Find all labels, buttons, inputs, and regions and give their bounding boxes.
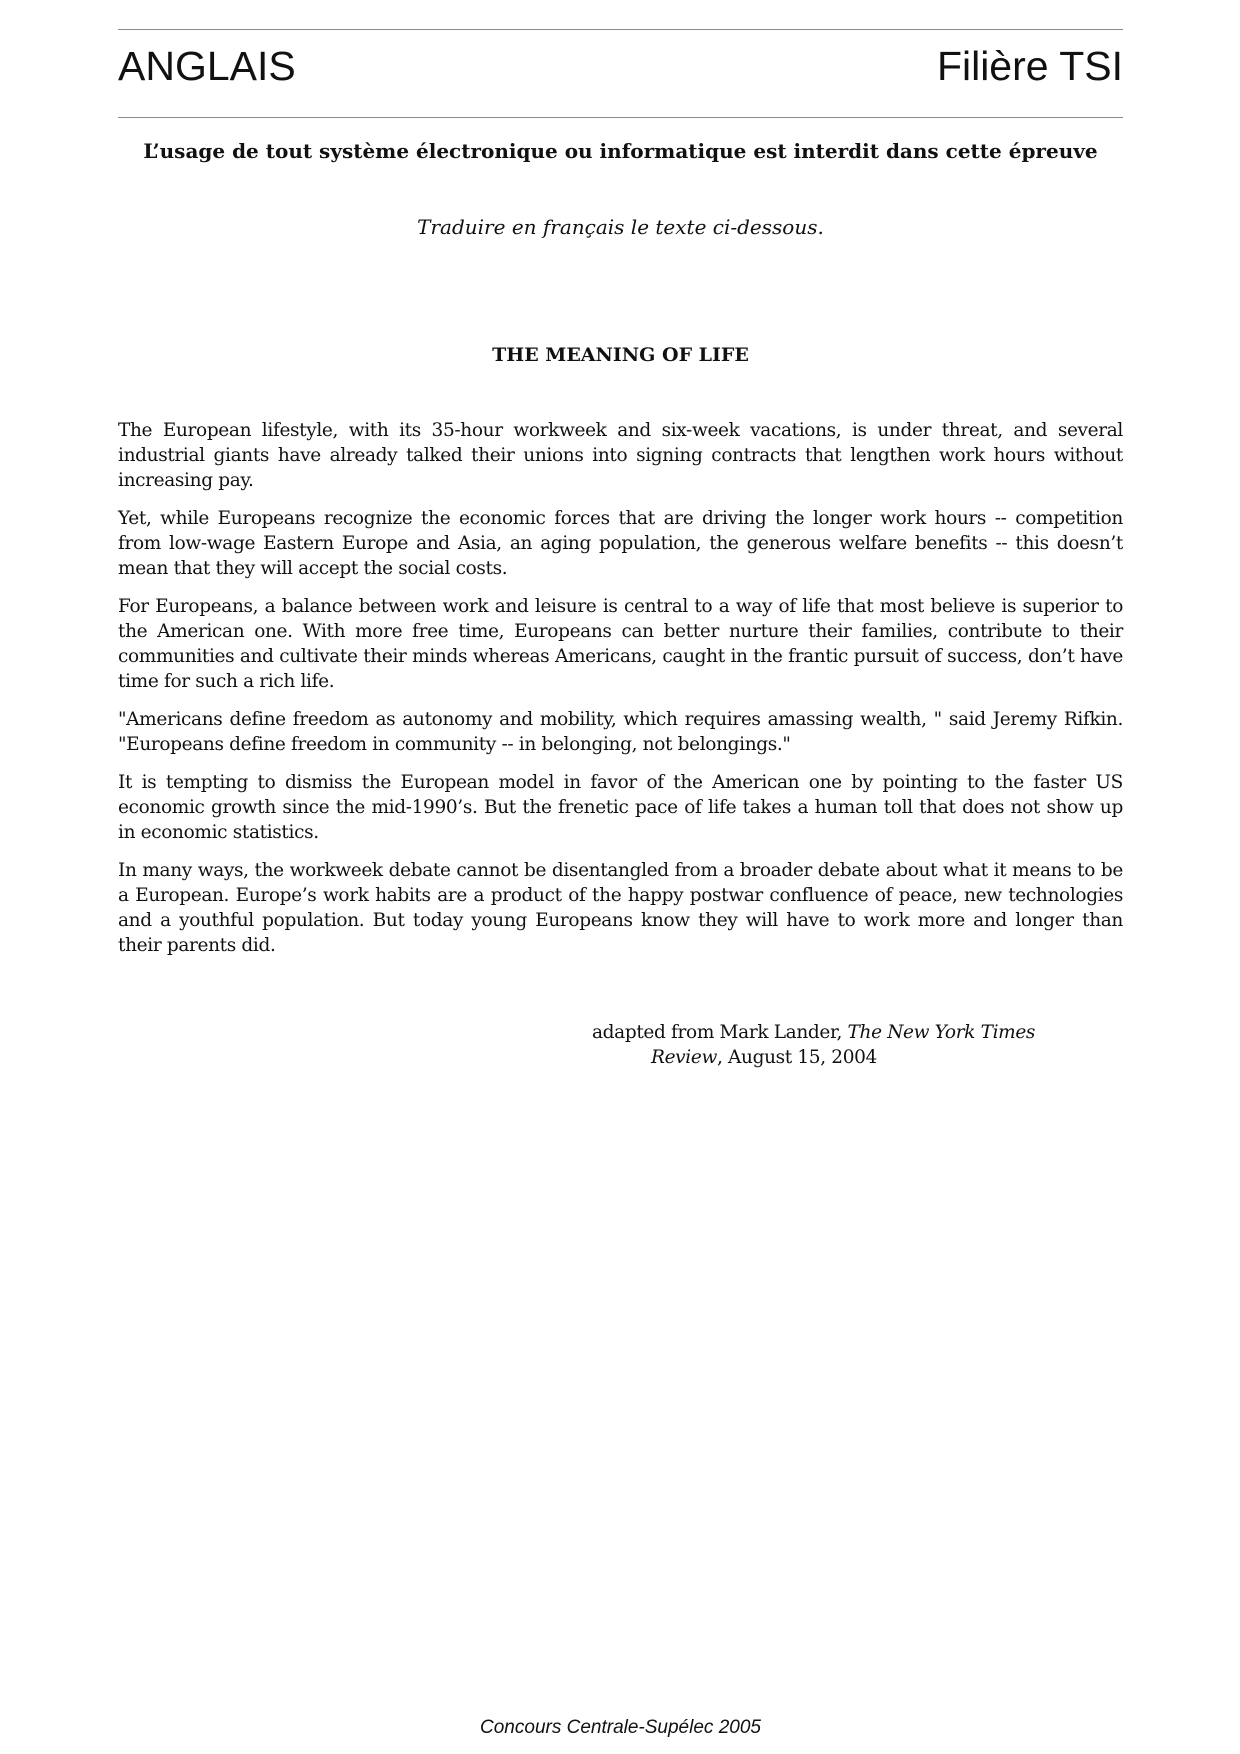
header-top-rule (118, 29, 1123, 30)
page-footer: Concours Centrale-Supélec 2005 (480, 1717, 761, 1738)
source-date: , August 15, 2004 (716, 1047, 877, 1068)
source-prefix: adapted from Mark Lander, (592, 1022, 848, 1043)
header-bottom-rule (118, 117, 1123, 118)
article-paragraph: In many ways, the workweek debate cannot be disentangled from a broader debate about what it means to be a European. Europe’s work habits are a product of the happy postwar confluence of peace, new technologies and a youthful population. But today young Europeans know they will have to work more and longer than their parents did. (118, 860, 1123, 956)
track-title: Filière TSI (936, 43, 1123, 89)
source-citation (592, 1020, 1092, 1070)
article-body (118, 418, 1123, 971)
article-paragraph: The European lifestyle, with its 35-hour workweek and six-week vacations, is under threat, and several industrial giants have already talked their unions into signing contracts that lengthen work hours without increasing pay. (118, 420, 1123, 491)
source-line-1 (592, 1020, 1092, 1045)
source-publication-part2: Review (651, 1047, 717, 1068)
subject-title: ANGLAIS (118, 43, 296, 89)
article-paragraph: Yet, while Europeans recognize the economic forces that are driving the longer work hours -- competition from low-wage Eastern Europe and Asia, an aging population, the generous welfare benefits -- this doesn’t mean that they will accept the social costs. (118, 508, 1123, 579)
article-paragraph: For Europeans, a balance between work and leisure is central to a way of life that most believe is superior to the American one. With more free time, Europeans can better nurture their families, contribute to their communities and cultivate their minds whereas Americans, caught in the frantic pursuit of success, don’t have time for such a rich life. (118, 596, 1123, 692)
exam-notice: L’usage de tout système électronique ou informatique est interdit dans cette épreuve (143, 139, 1098, 163)
translation-instruction: Traduire en français le texte ci-dessous. (417, 215, 824, 239)
article-title: THE MEANING OF LIFE (492, 344, 749, 366)
article-paragraph: "Americans define freedom as autonomy and mobility, which requires amassing wealth, " said Jeremy Rifkin. "Europeans define freedom in community -- in belonging, not belongings." (118, 709, 1123, 755)
source-line-2 (592, 1045, 1092, 1070)
article-paragraph: It is tempting to dismiss the European model in favor of the American one by pointing to the faster US economic growth since the mid-1990’s. But the frenetic pace of life takes a human toll that does not show up in economic statistics. (118, 772, 1123, 843)
source-publication-part1: The New York Times (847, 1022, 1036, 1043)
